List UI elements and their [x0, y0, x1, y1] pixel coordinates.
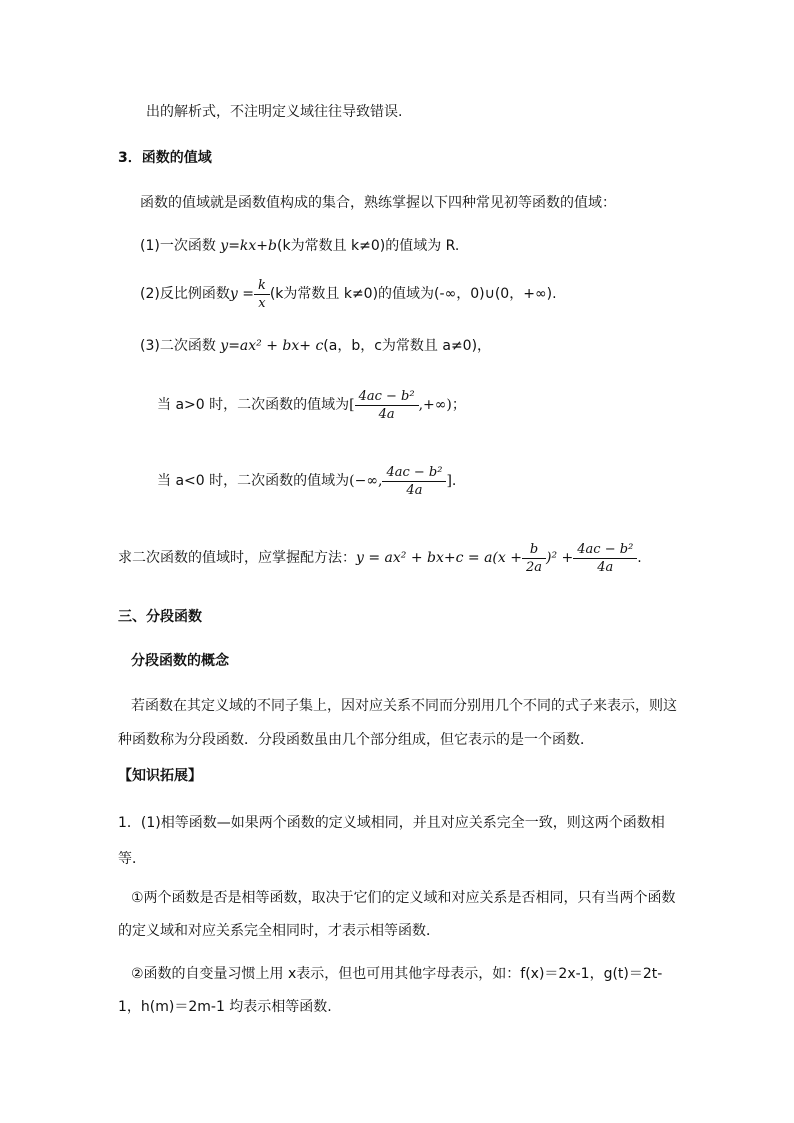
item-text: (a，b，c为常数且 a≠0)，	[323, 338, 492, 354]
equation: y=ax² + bx+ c	[220, 338, 324, 354]
formula-line	[118, 536, 642, 580]
case-text: 当 a>0 时，二次函数的值域为	[157, 397, 350, 413]
fraction-numerator: 4ac − b²	[386, 464, 443, 480]
equation: y=kx+b	[220, 238, 277, 254]
list-item	[140, 273, 557, 315]
subheading: 分段函数的概念	[131, 653, 229, 669]
fraction	[524, 541, 544, 576]
text-line: 1．(1)相等函数—如果两个函数的定义域相同，并且对应关系完全一致，则这两个函数相	[118, 815, 665, 831]
fraction-denominator: 2a	[522, 558, 546, 576]
text-line: 等．	[118, 851, 146, 867]
fraction-numerator: b	[529, 541, 539, 557]
text-line: 函数的值域就是函数值构成的集合，熟练掌握以下四种常见初等函数的值域：	[140, 195, 616, 211]
section-heading: 三、分段函数	[118, 609, 202, 625]
bracket: ].	[446, 473, 457, 489]
fraction-numerator: 4ac − b²	[358, 388, 415, 404]
case-text: 当 a<0 时，二次函数的值域为	[157, 473, 350, 489]
text-line: 种函数称为分段函数．分段函数虽由几个部分组成，但它表示的是一个函数．	[118, 732, 594, 748]
fraction-denominator: 4a	[355, 405, 419, 423]
fraction-numerator: k	[257, 277, 266, 293]
section-heading: 【知识拓展】	[118, 768, 202, 784]
formula-intro: 求二次函数的值域时，应掌握配方法：	[118, 550, 356, 566]
case-line	[157, 459, 456, 503]
bracket: (−∞,	[349, 473, 383, 489]
equation: )² +	[546, 550, 574, 566]
text-line: 的定义域和对应关系完全相同时，才表示相等函数．	[118, 923, 440, 939]
fraction-denominator: 4a	[382, 481, 446, 499]
bracket: [	[349, 397, 355, 413]
item-text: (k为常数且 k≠0)的值域为(-∞，0)∪(0，+∞).	[269, 286, 557, 302]
formula-end: .	[637, 550, 642, 566]
fraction	[575, 541, 635, 576]
case-line	[157, 383, 466, 427]
fraction	[384, 464, 444, 499]
bracket: ,+∞)；	[418, 397, 466, 413]
fraction	[256, 277, 268, 312]
fraction-denominator: 4a	[573, 558, 637, 576]
list-item	[140, 236, 459, 256]
equation: y = ax² + bx+c = a(x +	[356, 550, 522, 566]
item-text: (k为常数且 k≠0)的值域为 R.	[277, 238, 460, 254]
equation: y =	[229, 286, 254, 302]
fraction-numerator: 4ac − b²	[577, 541, 634, 557]
text-line: 1，h(m)＝2m-1 均表示相等函数.	[118, 999, 332, 1015]
text-line: ①两个函数是否是相等函数，取决于它们的定义域和对应关系是否相同，只有当两个函数	[131, 890, 676, 906]
item-label: (3)二次函数	[140, 338, 221, 354]
text-line: 若函数在其定义域的不同子集上，因对应关系不同而分别用几个不同的式子来表示，则这	[131, 698, 677, 714]
item-label: (1)一次函数	[140, 238, 221, 254]
item-label: (2)反比例函数	[140, 286, 230, 302]
list-item	[140, 336, 491, 356]
fraction-denominator: x	[254, 294, 270, 312]
text-line: ②函数的自变量习惯上用 x表示，但也可用其他字母表示，如：f(x)＝2x-1，g(t)＝2t-	[131, 966, 663, 982]
text-line: 出的解析式，不注明定义域往往导致错误.	[146, 104, 403, 120]
fraction	[357, 388, 417, 423]
section-heading: 3．函数的值域	[118, 150, 212, 166]
